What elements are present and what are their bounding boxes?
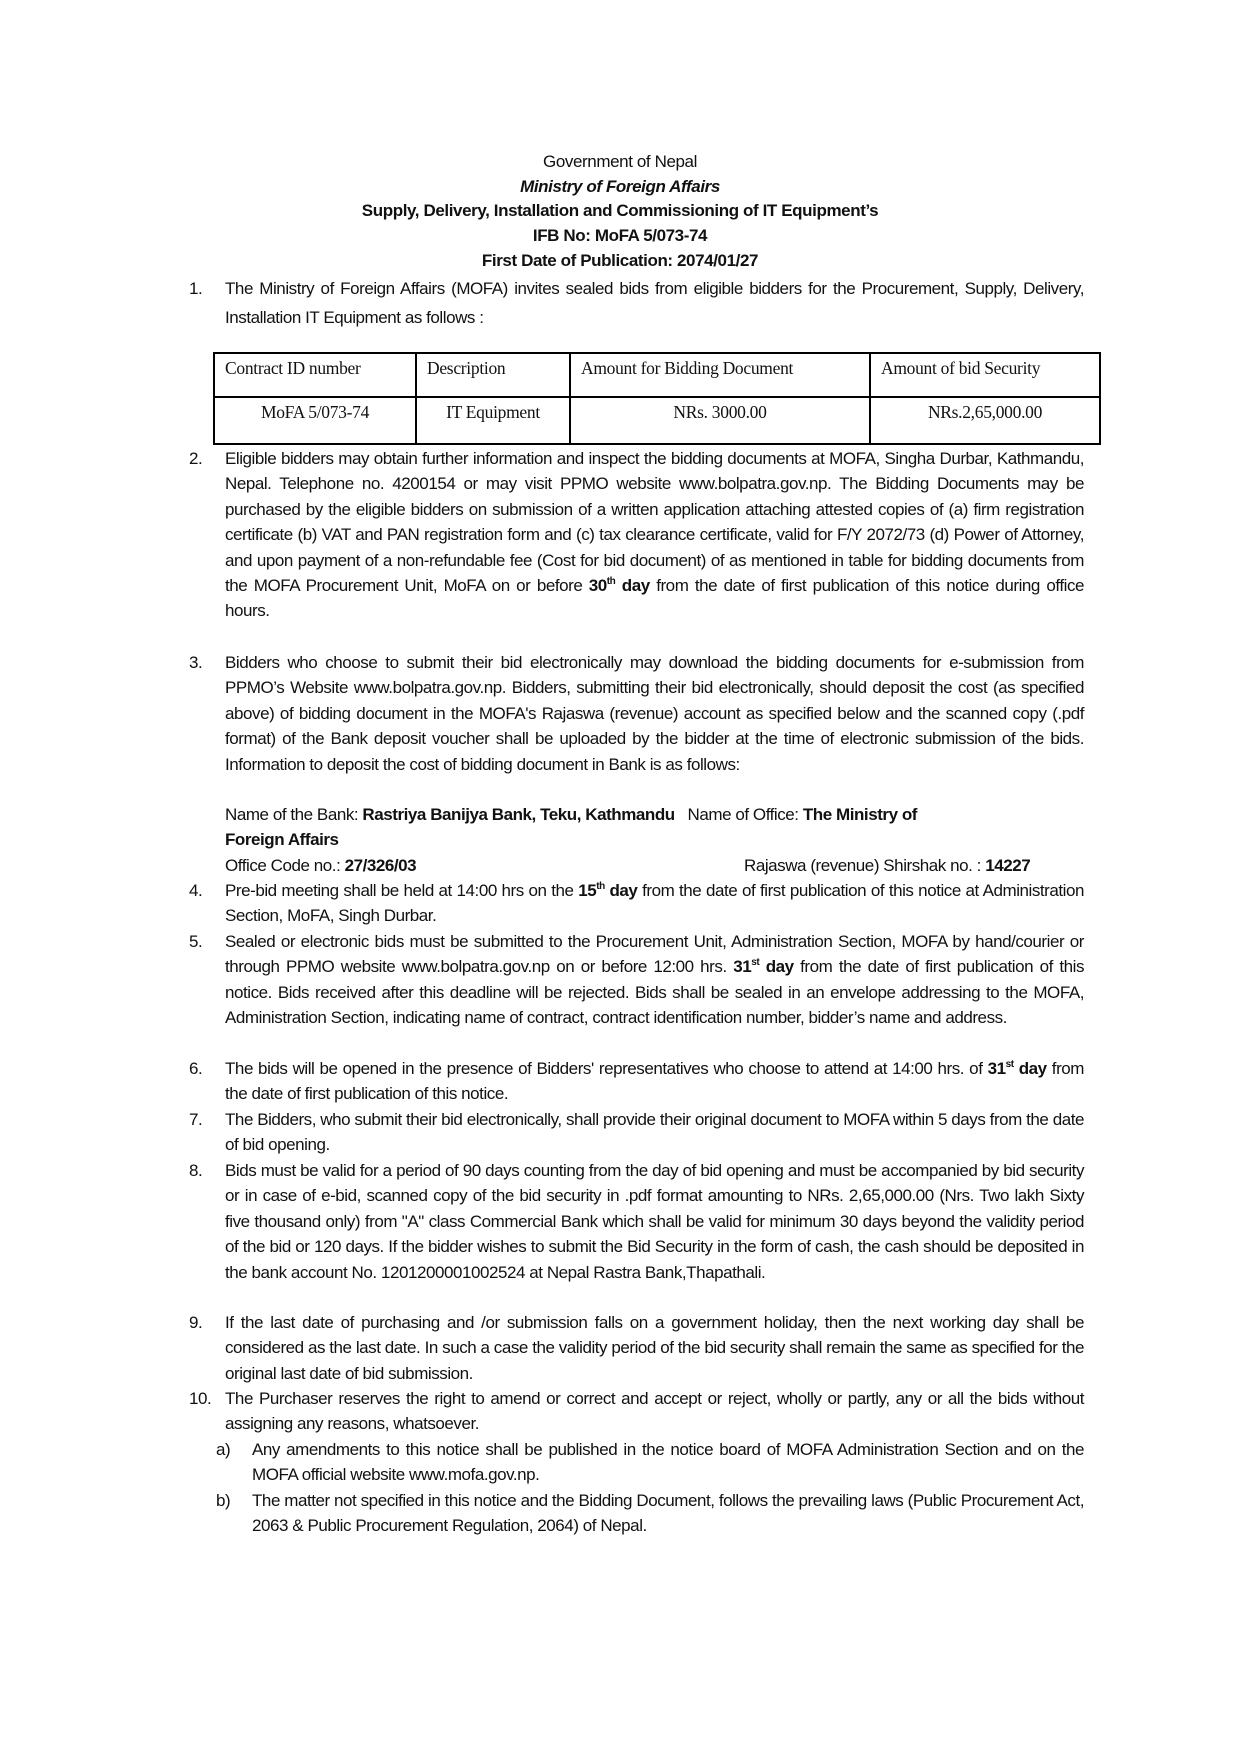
- day-word: day: [615, 576, 650, 596]
- clause-number: 1.: [189, 279, 203, 298]
- clause-text-part: from the date of first publication of this notice during office hours.: [225, 576, 1084, 621]
- subclause-letter: a): [216, 1440, 231, 1459]
- ordinal-suffix: th: [606, 576, 616, 588]
- clause-9: [189, 1310, 1084, 1386]
- clause-number: 5.: [189, 932, 203, 951]
- clause-text: [225, 929, 1084, 1031]
- notice-title: Supply, Delivery, Installation and Commissioning of IT Equipment’s: [361, 201, 879, 220]
- clause-10: [189, 1386, 1084, 1437]
- ordinal-suffix: th: [596, 881, 605, 892]
- clause-text: Bids must be valid for a period of 90 days counting from the day of bid opening and must be accompanied by bid security or in case of e-bid, scanned copy of the bid security in .pdf format amounting to NRs. 2,65,000.00 (Nrs. Two lakh Sixty five thousand only) from "A" class Commercial Bank which shall be valid for minimum 30 days beyond the validity period of the bid or 120 days. If the bidder wishes to submit the Bid Security in the form of cash, the cash should be deposited in the bank account No. 1201200001002524 at Nepal Rastra Bank,Thapathali.: [225, 1161, 1084, 1282]
- clause-text-part: The bids will be opened in the presence of Bidders' representatives who choose to attend at 14:00 hrs. of: [225, 1059, 988, 1078]
- clause-text: The Purchaser reserves the right to amend or correct and accept or reject, wholly or partly, any or all the bids without assigning any reasons, whatsoever.: [225, 1389, 1084, 1434]
- clause-8: [189, 1158, 1084, 1285]
- day-number: 15: [578, 881, 597, 900]
- table-header-cell: Amount for Bidding Document: [570, 353, 870, 397]
- clause-4: [189, 878, 1084, 929]
- table-cell-security-amount: NRs.2,65,000.00: [870, 397, 1100, 444]
- subclause-letter: b): [216, 1491, 231, 1510]
- clause-text: [225, 878, 1084, 929]
- office-code-label: Office Code no.:: [225, 856, 345, 875]
- office-code-line: [225, 853, 1085, 878]
- office-label: Name of Office:: [687, 805, 803, 824]
- day-number: 31: [733, 957, 752, 977]
- bank-name: Rastriya Banijya Bank, Teku, Kathmandu: [362, 805, 675, 824]
- subclause-text: Any amendments to this notice shall be published in the notice board of MOFA Administration Section and on the MOFA official website www.mofa.gov.np.: [252, 1440, 1084, 1485]
- day-word: day: [1013, 1059, 1047, 1078]
- table-cell-description: IT Equipment: [416, 397, 570, 444]
- clause-number: 10.: [189, 1389, 212, 1408]
- office-code-value: 27/326/03: [344, 856, 417, 875]
- clause-text: [225, 446, 1084, 624]
- clause-10a: [216, 1437, 1084, 1488]
- clause-text-part: Sealed or electronic bids must be submitted to the Procurement Unit, Administration Section, MOFA by hand/courier or through PPMO website www.bolpatra.gov.np on or before 12:00 hrs.: [225, 932, 1084, 977]
- clause-text: The Bidders, who submit their bid electronically, shall provide their original document to MOFA within 5 days from the date of bid opening.: [225, 1110, 1084, 1155]
- clause-6: [189, 1056, 1084, 1107]
- emphasis-day: [988, 1059, 1047, 1078]
- clause-3: [189, 650, 1084, 777]
- bank-label: Name of the Bank:: [225, 805, 363, 824]
- emphasis-day: [733, 957, 793, 976]
- contract-table: [213, 352, 1101, 445]
- office-name: The Ministry of: [802, 805, 918, 824]
- shirshak-value: 14227: [985, 856, 1031, 875]
- clause-10b: [216, 1488, 1084, 1539]
- clause-number: 6.: [189, 1059, 203, 1078]
- clause-text-part: Eligible bidders may obtain further information and inspect the bidding documents at MOFA, Singha Durbar, Kathmandu, Nepal. Telephone no. 4200154 or may visit PPMO website www.bolpatra.gov.np. The Bidding Documents may be purchased by the eligible bidders on submission of a written application attaching attested copies of (a) firm registration certificate (b) VAT and PAN registration form and (c) tax clearance certificate, valid for F/Y 2072/73 (d) Power of Attorney, and upon payment of a non-refundable fee (Cost for bid document) of as mentioned in table for bidding documents from the MOFA Procurement Unit, MoFA on or before: [225, 449, 1084, 596]
- clause-number: 2.: [189, 449, 203, 468]
- ministry-heading: Ministry of Foreign Affairs: [520, 177, 720, 196]
- clause-5: [189, 929, 1084, 1031]
- clause-number: 9.: [189, 1313, 203, 1332]
- clause-2: [189, 446, 1084, 624]
- emphasis-day: [578, 881, 637, 900]
- table-header-cell: Contract ID number: [214, 353, 416, 397]
- shirshak-label: Rajaswa (revenue) Shirshak no. :: [744, 856, 986, 875]
- day-word: day: [604, 881, 638, 900]
- table-header-row: [214, 353, 1100, 397]
- day-number: 30: [588, 576, 607, 596]
- table-cell-document-amount: NRs. 3000.00: [570, 397, 870, 444]
- clause-7: [189, 1107, 1084, 1158]
- table-header-cell: Description: [416, 353, 570, 397]
- ifb-number: IFB No: MoFA 5/073-74: [532, 226, 708, 245]
- clause-number: 7.: [189, 1110, 203, 1129]
- emphasis-day: [589, 576, 650, 595]
- publication-date: First Date of Publication: 2074/01/27: [481, 251, 759, 270]
- clause-text-part: from the date of first publication of this notice at Administration Section, MoFA, Singh Durbar.: [225, 881, 1085, 926]
- bank-details: [225, 802, 1085, 853]
- office-name-continued: Foreign Affairs: [225, 830, 339, 850]
- clause-text: The Ministry of Foreign Affairs (MOFA) invites sealed bids from eligible bidders for the Procurement, Supply, Delivery, Installation IT Equipment as follows :: [225, 279, 1084, 327]
- shirshak: [744, 853, 1030, 878]
- day-number: 31: [987, 1059, 1006, 1078]
- day-word: day: [759, 957, 794, 977]
- clause-text-part: Pre-bid meeting shall be held at 14:00 hrs on the: [225, 881, 579, 900]
- clause-number: 4.: [189, 881, 203, 900]
- clause-1: [189, 274, 1084, 332]
- clause-text: If the last date of purchasing and /or submission falls on a government holiday, then the next working day shall be considered as the last date. In such a case the validity period of the bid security shall remain the same as specified for the original last date of bid submission.: [225, 1313, 1084, 1383]
- clause-number: 3.: [189, 653, 203, 672]
- ordinal-suffix: st: [1005, 1059, 1014, 1070]
- clause-text-part: from the date of first publication of this notice. Bids received after this deadline will be rejected. Bids shall be sealed in an envelope addressing to the MOFA, Administration Section, indicating name of contract, contract identification number, bidder’s name and address.: [225, 957, 1084, 1028]
- government-heading: Government of Nepal: [543, 152, 697, 171]
- table-row: [214, 397, 1100, 444]
- table-cell-contract-id: MoFA 5/073-74: [214, 397, 416, 444]
- clause-text-part: from the date of first publication of this notice.: [225, 1059, 1084, 1104]
- clause-text: [225, 1056, 1084, 1107]
- ordinal-suffix: st: [751, 957, 760, 969]
- subclause-text: The matter not specified in this notice and the Bidding Document, follows the prevailing laws (Public Procurement Act, 2063 & Public Procurement Regulation, 2064) of Nepal.: [252, 1491, 1084, 1536]
- table-header-cell: Amount of bid Security: [870, 353, 1100, 397]
- clause-text: Bidders who choose to submit their bid electronically may download the bidding documents for e-submission from PPMO’s Website www.bolpatra.gov.np. Bidders, submitting their bid electronically, should deposit the cost (as specified above) of bidding document in the MOFA's Rajaswa (revenue) account as specified below and the scanned copy (.pdf format) of the Bank deposit voucher shall be uploaded by the bidder at the time of electronic submission of the bids. Information to deposit the cost of bidding document in Bank is as follows:: [225, 653, 1084, 774]
- clause-number: 8.: [189, 1161, 203, 1180]
